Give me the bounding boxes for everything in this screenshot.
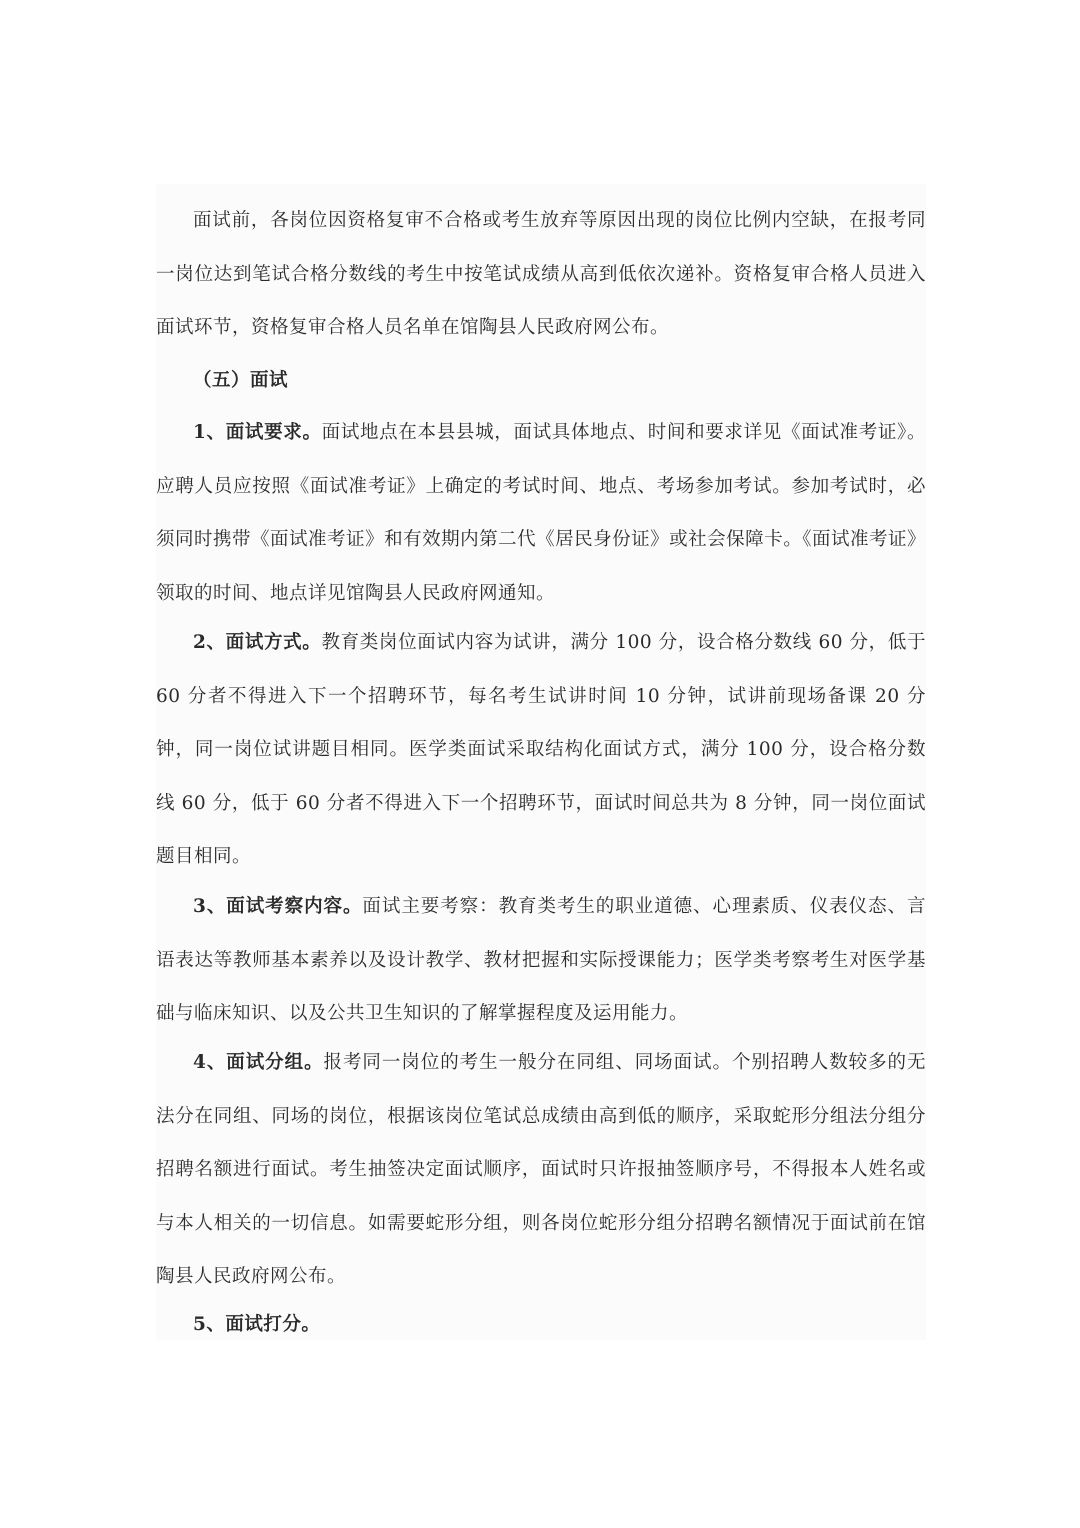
item-4-lead: 4、面试分组。 xyxy=(193,1052,324,1073)
intro-text: 面试前，各岗位因资格复审不合格或考生放弃等原因出现的岗位比例内空缺，在报考同一岗位达到笔试合格分数线的考生中按笔试成绩从高到低依次递补。资格复审合格人员进入面试环节，资格复审合格人员名单在馆陶县人民政府网公布。 xyxy=(156,210,926,338)
section-heading: （五）面试 xyxy=(193,370,289,391)
item-paragraph-4 xyxy=(156,1036,926,1304)
item-paragraph-1 xyxy=(156,406,926,620)
item-1-body: 面试地点在本县县城，面试具体地点、时间和要求详见《面试准考证》。应聘人员应按照《面试准考证》上确定的考试时间、地点、考场参加考试。参加考试时，必须同时携带《面试准考证》和有效期内第二代《居民身份证》或社会保障卡。《面试准考证》领取的时间、地点详见馆陶县人民政府网通知。 xyxy=(156,422,926,604)
item-3-body: 面试主要考察：教育类考生的职业道德、心理素质、仪表仪态、言语表达等教师基本素养以及设计教学、教材把握和实际授课能力；医学类考察考生对医学基础与临床知识、以及公共卫生知识的了解掌握程度及运用能力。 xyxy=(156,896,926,1024)
item-paragraph-2 xyxy=(156,616,926,884)
item-paragraph-5 xyxy=(156,1298,926,1352)
item-2-body: 教育类岗位面试内容为试讲，满分 100 分，设合格分数线 60 分，低于 60 分者不得进入下一个招聘环节，每名考生试讲时间 10 分钟，试讲前现场备课 20 分钟，同一岗位试讲题目相同。医学类面试采取结构化面试方式，满分 100 分，设合格分数线 60 分，低于 60 分者不得进入下一个招聘环节，面试时间总共为 8 分钟，同一岗位面试题目相同。 xyxy=(156,632,926,867)
item-2-lead: 2、面试方式。 xyxy=(193,632,322,653)
item-3-lead: 3、面试考察内容。 xyxy=(193,896,363,917)
item-5-lead: 5、面试打分。 xyxy=(193,1314,321,1335)
item-1-lead: 1、面试要求。 xyxy=(193,422,322,443)
item-4-body: 报考同一岗位的考生一般分在同组、同场面试。个别招聘人数较多的无法分在同组、同场的岗位，根据该岗位笔试总成绩由高到低的顺序，采取蛇形分组法分组分招聘名额进行面试。考生抽签决定面试顺序，面试时只许报抽签顺序号，不得报本人姓名或与本人相关的一切信息。如需要蛇形分组，则各岗位蛇形分组分招聘名额情况于面试前在馆陶县人民政府网公布。 xyxy=(156,1052,926,1287)
document-page xyxy=(156,184,926,1340)
intro-paragraph xyxy=(156,194,926,355)
item-paragraph-3 xyxy=(156,880,926,1041)
